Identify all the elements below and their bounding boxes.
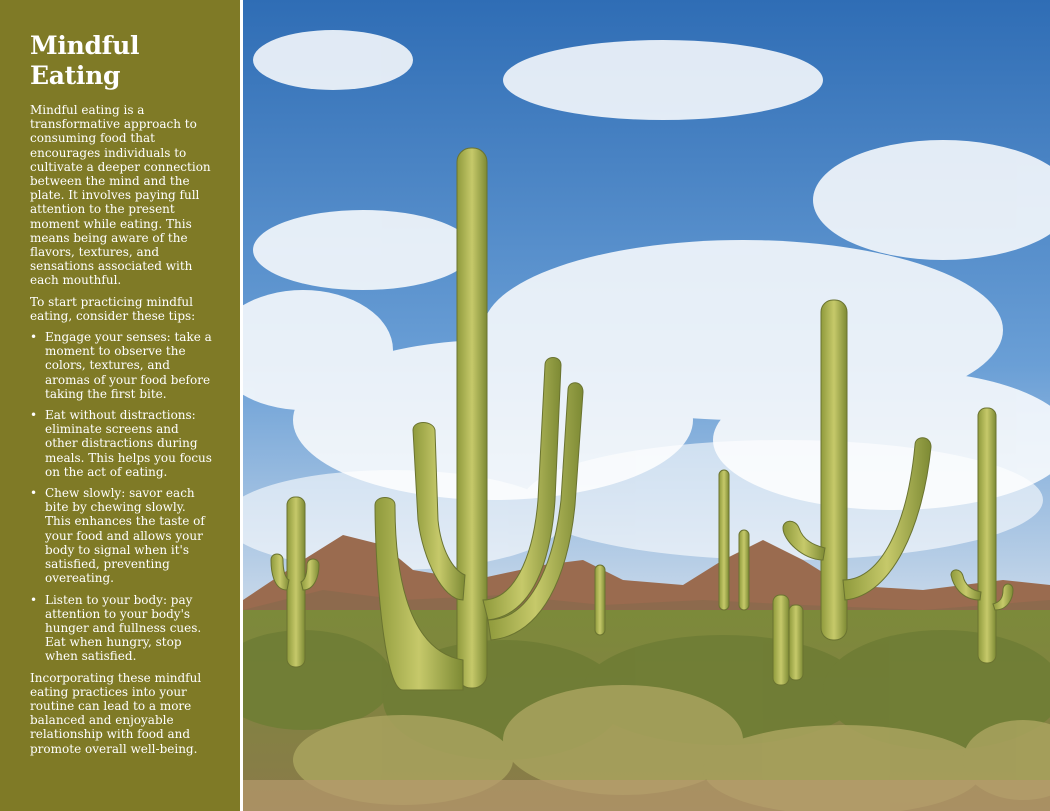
bullet-icon: • <box>30 330 38 345</box>
intro-paragraph: Mindful eating is a transformative approach to consuming food that encourages individuals to cultivate a deeper connection between the mind and the plate. It involves paying full attention to the present moment while eating. This means being aware of the flavors, textures, and sensations associated with each mouthful. <box>30 103 211 288</box>
page-title: Mindful Eating <box>30 31 140 90</box>
conclusion-paragraph: Incorporating these mindful eating practices into your routine can lead to a more balanced and enjoyable relationship with food and promote overall well-being. <box>30 670 202 756</box>
bullet-icon: • <box>30 592 38 607</box>
tip-text: Eat without distractions: eliminate screens and other distractions during meals. This helps you focus on the act of eating. <box>45 408 212 479</box>
tip-text: Engage your senses: take a moment to observe the colors, textures, and aromas of your food before taking the first bite. <box>45 330 212 401</box>
list-item <box>30 593 214 664</box>
tips-list <box>30 330 214 663</box>
text-sidebar <box>0 0 240 811</box>
list-item <box>30 330 214 401</box>
tips-lead: To start practicing mindful eating, consider these tips: <box>30 294 196 323</box>
bullet-icon: • <box>30 486 38 501</box>
bullet-icon: • <box>30 408 38 423</box>
list-item <box>30 408 214 479</box>
list-item <box>30 486 214 585</box>
desert-cactus-photo <box>243 0 1050 811</box>
tip-text: Chew slowly: savor each bite by chewing slowly. This enhances the taste of your food and allows your body to signal when it's satisfied, preventing overeating. <box>45 486 205 586</box>
tip-text: Listen to your body: pay attention to your body's hunger and fullness cues. Eat when hungry, stop when satisfied. <box>45 592 202 664</box>
